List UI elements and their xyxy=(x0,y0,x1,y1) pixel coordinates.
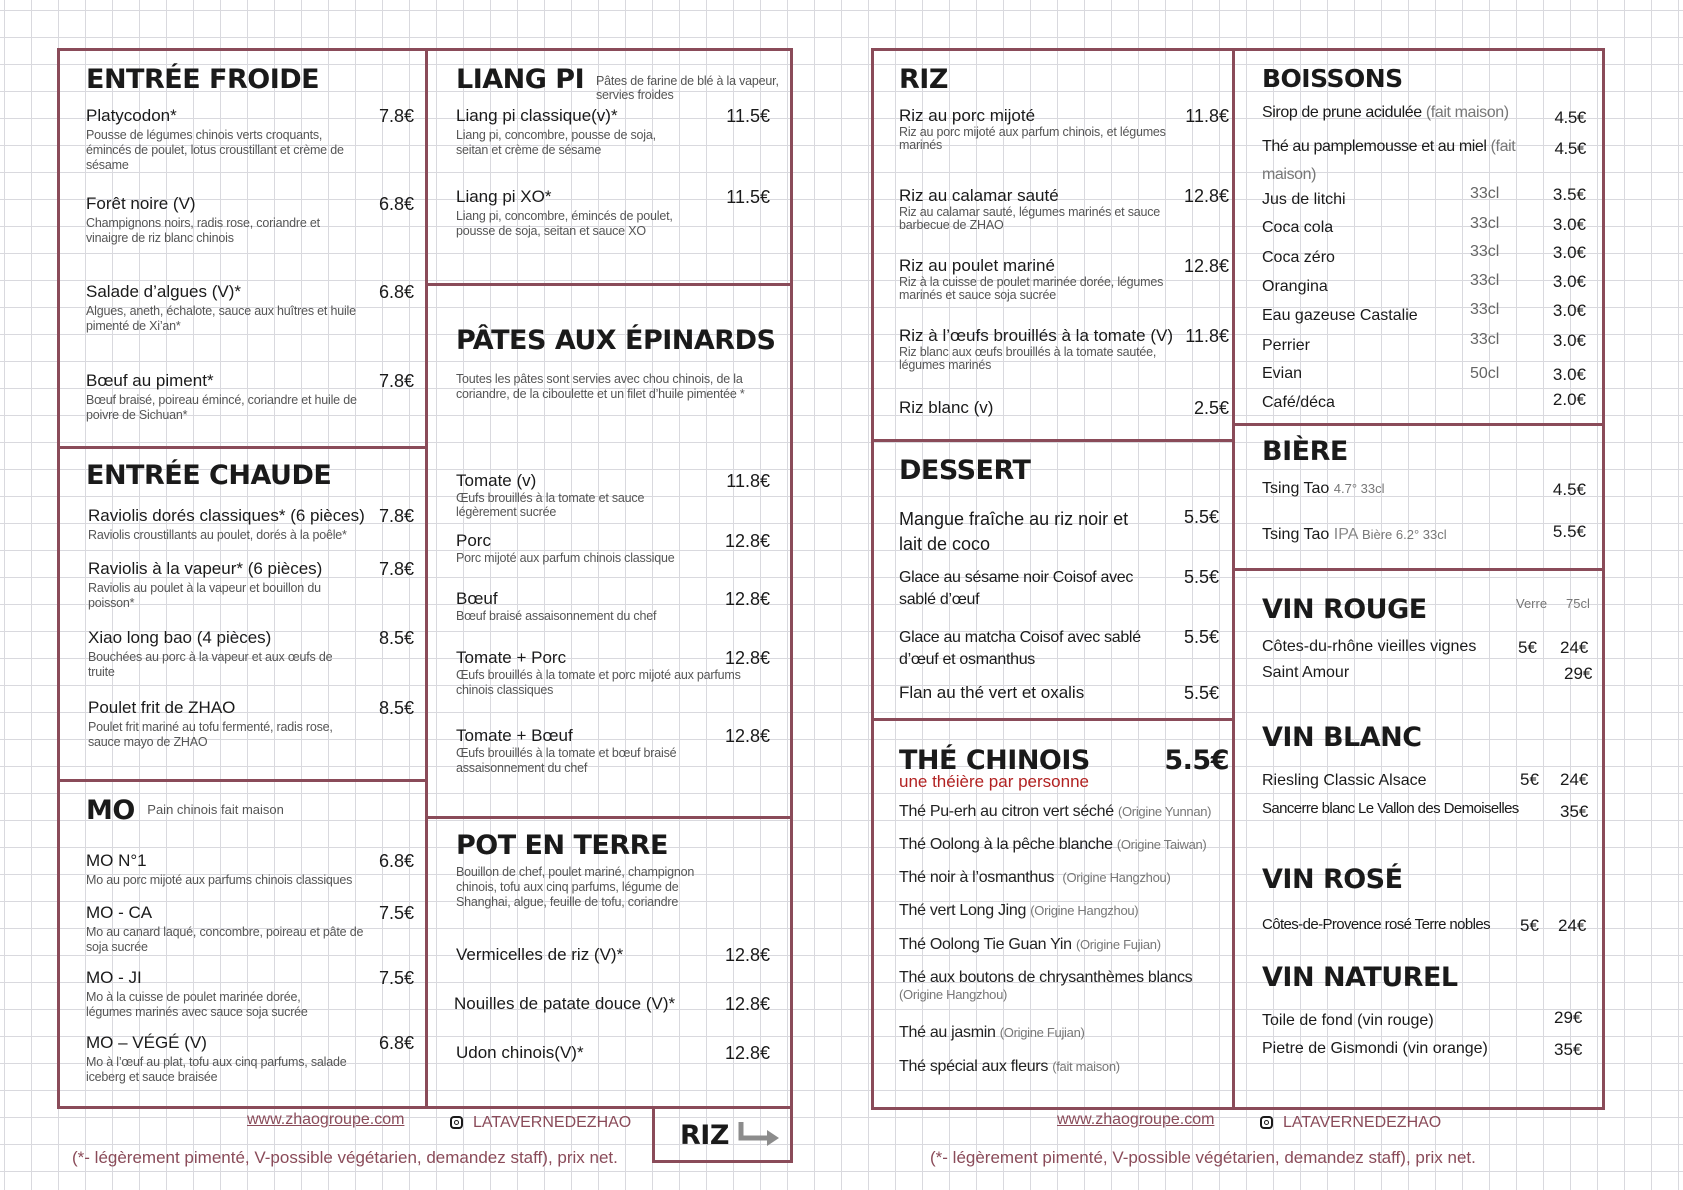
drink-item: Evian 50cl 3.0€ xyxy=(1262,365,1586,384)
section-title: LIANG PI xyxy=(456,64,585,95)
dessert-section xyxy=(899,455,1219,703)
instagram-handle[interactable]: LATAVERNEDEZHAO xyxy=(1260,1114,1441,1132)
col-glass-header: Verre xyxy=(1516,596,1548,611)
section-title: POT EN TERRE xyxy=(456,830,668,861)
section-subtitle: Pain chinois fait maison xyxy=(147,802,284,817)
wine-item: Saint Amour 29€ xyxy=(1262,664,1593,683)
menu-item: MO - JI 7.5€ Mo à la cuisse de poulet marinée dorée, légumes marinés avec sauce soja sucrée xyxy=(86,968,414,1019)
mo-section xyxy=(86,795,414,1084)
wine-item: Riesling Classic Alsace 5€ 24€ xyxy=(1262,770,1589,789)
section-title: PÂTES AUX ÉPINARDS xyxy=(456,325,776,356)
menu-item: Tomate (v) 11.8€ Œufs brouillés à la tomate et sauce légèrement sucrée xyxy=(456,471,770,519)
section-title: ENTRÉE FROIDE xyxy=(86,64,320,95)
menu-item: Riz au porc mijoté 11.8€ Riz au porc mijoté aux parfum chinois, et légumes marinés xyxy=(899,106,1229,152)
menu-item: MO N°1 6.8€ Mo au porc mijoté aux parfums chinois classiques xyxy=(86,851,414,887)
the-section xyxy=(899,745,1229,1075)
tea-item: Thé Oolong à la pêche blanche (Origine Taiwan) xyxy=(899,836,1207,853)
menu-item: Bœuf au piment* 7.8€ Bœuf braisé, poireau émincé, coriandre et huile de poivre de Sichuan* xyxy=(86,371,414,422)
menu-item: Porc 12.8€ Porc mijoté aux parfum chinois classique xyxy=(456,531,770,565)
riz-tab-label: RIZ xyxy=(680,1120,729,1151)
entree-chaude-section xyxy=(86,460,414,749)
section-title: MO xyxy=(86,795,135,826)
drink-item: Jus de litchi 33cl 3.5€ xyxy=(1262,185,1586,208)
menu-item: Raviolis à la vapeur* (6 pièces) 7.8€ Raviolis au poulet à la vapeur et bouillon du poisson* xyxy=(88,559,414,610)
riz-tab[interactable] xyxy=(680,1120,783,1151)
menu-item: Liang pi XO* 11.5€ Liang pi, concombre, émincés de poulet, pousse de soja, seitan et sauce XO xyxy=(456,187,770,238)
menu-item: Mangue fraîche au riz noir et lait de coco 5.5€ xyxy=(899,507,1219,554)
menu-item: Riz à l’œufs brouillés à la tomate (V) 11.8€ Riz blanc aux œufs brouillés à la tomate sautée, légumes marinés xyxy=(899,326,1229,372)
menu-item: Glace au sésame noir Coisof avec sablé d’œuf 5.5€ xyxy=(899,567,1219,608)
section-title: DESSERT xyxy=(899,455,1031,486)
footnote: (*- légèrement pimenté, V-possible végétarien, demandez staff), prix net. xyxy=(72,1148,618,1167)
menu-item: Salade d’algues (V)* 6.8€ Algues, aneth, échalote, sauce aux huîtres et huile pimenté de Xi’an* xyxy=(86,282,414,333)
turn-arrow-icon xyxy=(737,1120,783,1150)
tea-item: Thé Oolong Tie Guan Yin (Origine Fujian) xyxy=(899,936,1161,953)
menu-item: Riz blanc (v) 2.5€ xyxy=(899,398,1229,418)
liang-pi-section xyxy=(456,64,779,238)
boissons-section xyxy=(1262,64,1586,411)
wine-item: Toile de fond (vin rouge) 29€ xyxy=(1262,1008,1583,1029)
section-title: BIÈRE xyxy=(1262,436,1348,467)
section-title: BOISSONS xyxy=(1262,64,1403,93)
vin-blanc-title: VIN BLANC xyxy=(1262,722,1422,753)
col-bottle-header: 75cl xyxy=(1566,596,1590,611)
drink-item: Coca cola 33cl 3.0€ xyxy=(1262,215,1586,236)
menu-item: MO – VÉGÉ (V) 6.8€ Mo à l’œuf au plat, tofu aux cinq parfums, salade iceberg et sauce braisée xyxy=(86,1033,414,1084)
pates-section xyxy=(456,325,776,775)
section-intro: Toutes les pâtes sont servies avec chou chinois, de la coriandre, de la ciboulette et un filet d’huile pimentée * xyxy=(456,372,745,401)
beer-item: Tsing Tao IPA Bière 6.2° 33cl 5.5€ xyxy=(1262,522,1586,543)
tea-item: Thé spécial aux fleurs (fait maison) xyxy=(899,1058,1120,1075)
menu-item: Platycodon* 7.8€ Pousse de légumes chinois verts croquants, émincés de poulet, lotus croustillant et crème de sésame xyxy=(86,106,414,172)
tea-item: Thé vert Long Jing (Origine Hangzhou) xyxy=(899,902,1139,919)
menu-item: Liang pi classique(v)* 11.5€ Liang pi, concombre, pousse de soja, seitan et crème de sésame xyxy=(456,106,770,157)
the-subtitle: une théière par personne xyxy=(899,772,1089,791)
drink-item: Café/déca 2.0€ xyxy=(1262,390,1586,411)
menu-item: Riz au calamar sauté 12.8€ Riz au calamar sauté, légumes marinés et sauce barbecue de ZHAO xyxy=(899,186,1229,232)
tea-item: Thé Pu-erh au citron vert séché (Origine Yunnan) xyxy=(899,803,1212,820)
website-link[interactable]: www.zhaogroupe.com xyxy=(247,1111,405,1128)
instagram-icon xyxy=(1260,1116,1273,1129)
menu-item: Forêt noire (V) 6.8€ Champignons noirs, radis rose, coriandre et vinaigre de riz blanc chinois xyxy=(86,194,414,245)
wine-item: Sancerre blanc Le Vallon des Demoiselles 35€ xyxy=(1262,800,1589,821)
beer-item: Tsing Tao 4.7° 33cl 4.5€ xyxy=(1262,480,1586,499)
tea-item: Thé au jasmin (Origine Fujian) xyxy=(899,1024,1085,1041)
drink-item: Sirop de prune acidulée (fait maison) 4.5€ xyxy=(1262,104,1586,127)
section-title: THÉ CHINOIS xyxy=(899,745,1090,776)
menu-item: Xiao long bao (4 pièces) 8.5€ Bouchées au porc à la vapeur et aux œufs de truite xyxy=(88,628,414,679)
menu-item: Tomate + Porc 12.8€ Œufs brouillés à la tomate et porc mijoté aux parfums chinois classiques xyxy=(456,648,770,697)
vin-rose-title: VIN ROSÉ xyxy=(1262,864,1403,895)
entree-froide-section xyxy=(86,64,414,422)
drink-item: Perrier 33cl 3.0€ xyxy=(1262,331,1586,354)
wine-item: Côtes-du-rhône vieilles vignes 5€ 24€ xyxy=(1262,638,1589,657)
wine-item: Pietre de Gismondi (vin orange) 35€ xyxy=(1262,1040,1583,1059)
vins-section xyxy=(1262,594,1593,1059)
footnote: (*- légèrement pimenté, V-possible végétarien, demandez staff), prix net. xyxy=(930,1148,1476,1167)
menu-item: Glace au matcha Coisof avec sablé d’œuf et osmanthus 5.5€ xyxy=(899,627,1219,668)
vin-rouge-title: VIN ROUGE xyxy=(1262,594,1427,625)
drink-item: Coca zéro 33cl 3.0€ xyxy=(1262,243,1586,266)
menu-item: Tomate + Bœuf 12.8€ Œufs brouillés à la tomate et bœuf braisé assaisonnement du chef xyxy=(456,726,770,775)
drink-item: Thé au pamplemousse et au miel (fait maison) 4.5€ xyxy=(1262,138,1586,183)
tea-item: Thé aux boutons de chrysanthèmes blancs (Origine Hangzhou) xyxy=(899,969,1193,1002)
menu-item: Udon chinois(V)* 12.8€ xyxy=(456,1043,770,1063)
drink-item: Orangina 33cl 3.0€ xyxy=(1262,272,1586,295)
section-title: RIZ xyxy=(899,64,948,95)
riz-section xyxy=(899,64,1229,418)
wine-item: Côtes-de-Provence rosé Terre nobles 5€ 24€ xyxy=(1262,916,1587,935)
website-link[interactable]: www.zhaogroupe.com xyxy=(1057,1111,1215,1128)
section-intro: Bouillon de chef, poulet mariné, champignon chinois, tofu aux cinq parfums, légume de Shanghai, algue, feuille de tofu, coriandre xyxy=(456,865,695,909)
pot-section xyxy=(454,830,770,1063)
vin-naturel-title: VIN NATUREL xyxy=(1262,962,1458,993)
menu-item: Raviolis dorés classiques* (6 pièces) 7.8€ Raviolis croustillants au poulet, dorés à la poêle* xyxy=(88,506,414,542)
the-price: 5.5€ xyxy=(1164,745,1229,776)
menu-item: Bœuf 12.8€ Bœuf braisé assaisonnement du chef xyxy=(456,589,770,623)
menu-item: Nouilles de patate douce (V)* 12.8€ xyxy=(454,994,770,1014)
section-subtitle: Pâtes de farine de blé à la vapeur, servies froides xyxy=(596,74,779,102)
menu-item: Poulet frit de ZHAO 8.5€ Poulet frit mariné au tofu fermenté, radis rose, sauce mayo de ZHAO xyxy=(88,698,414,749)
menu-item: Flan au thé vert et oxalis 5.5€ xyxy=(899,683,1219,703)
tea-item: Thé noir à l’osmanthus (Origine Hangzhou) xyxy=(899,869,1171,886)
instagram-handle[interactable]: LATAVERNEDEZHAO xyxy=(450,1114,631,1132)
menu-item: Vermicelles de riz (V)* 12.8€ xyxy=(456,945,770,965)
menu-item: MO - CA 7.5€ Mo au canard laqué, concombre, poireau et pâte de soja sucrée xyxy=(86,903,414,954)
instagram-icon xyxy=(450,1116,463,1129)
drink-item: Eau gazeuse Castalie 33cl 3.0€ xyxy=(1262,301,1586,324)
menu-item: Riz au poulet mariné 12.8€ Riz à la cuisse de poulet marinée dorée, légumes marinés et sauce soja sucrée xyxy=(899,256,1229,302)
biere-section xyxy=(1262,436,1586,543)
section-title: ENTRÉE CHAUDE xyxy=(86,460,332,491)
